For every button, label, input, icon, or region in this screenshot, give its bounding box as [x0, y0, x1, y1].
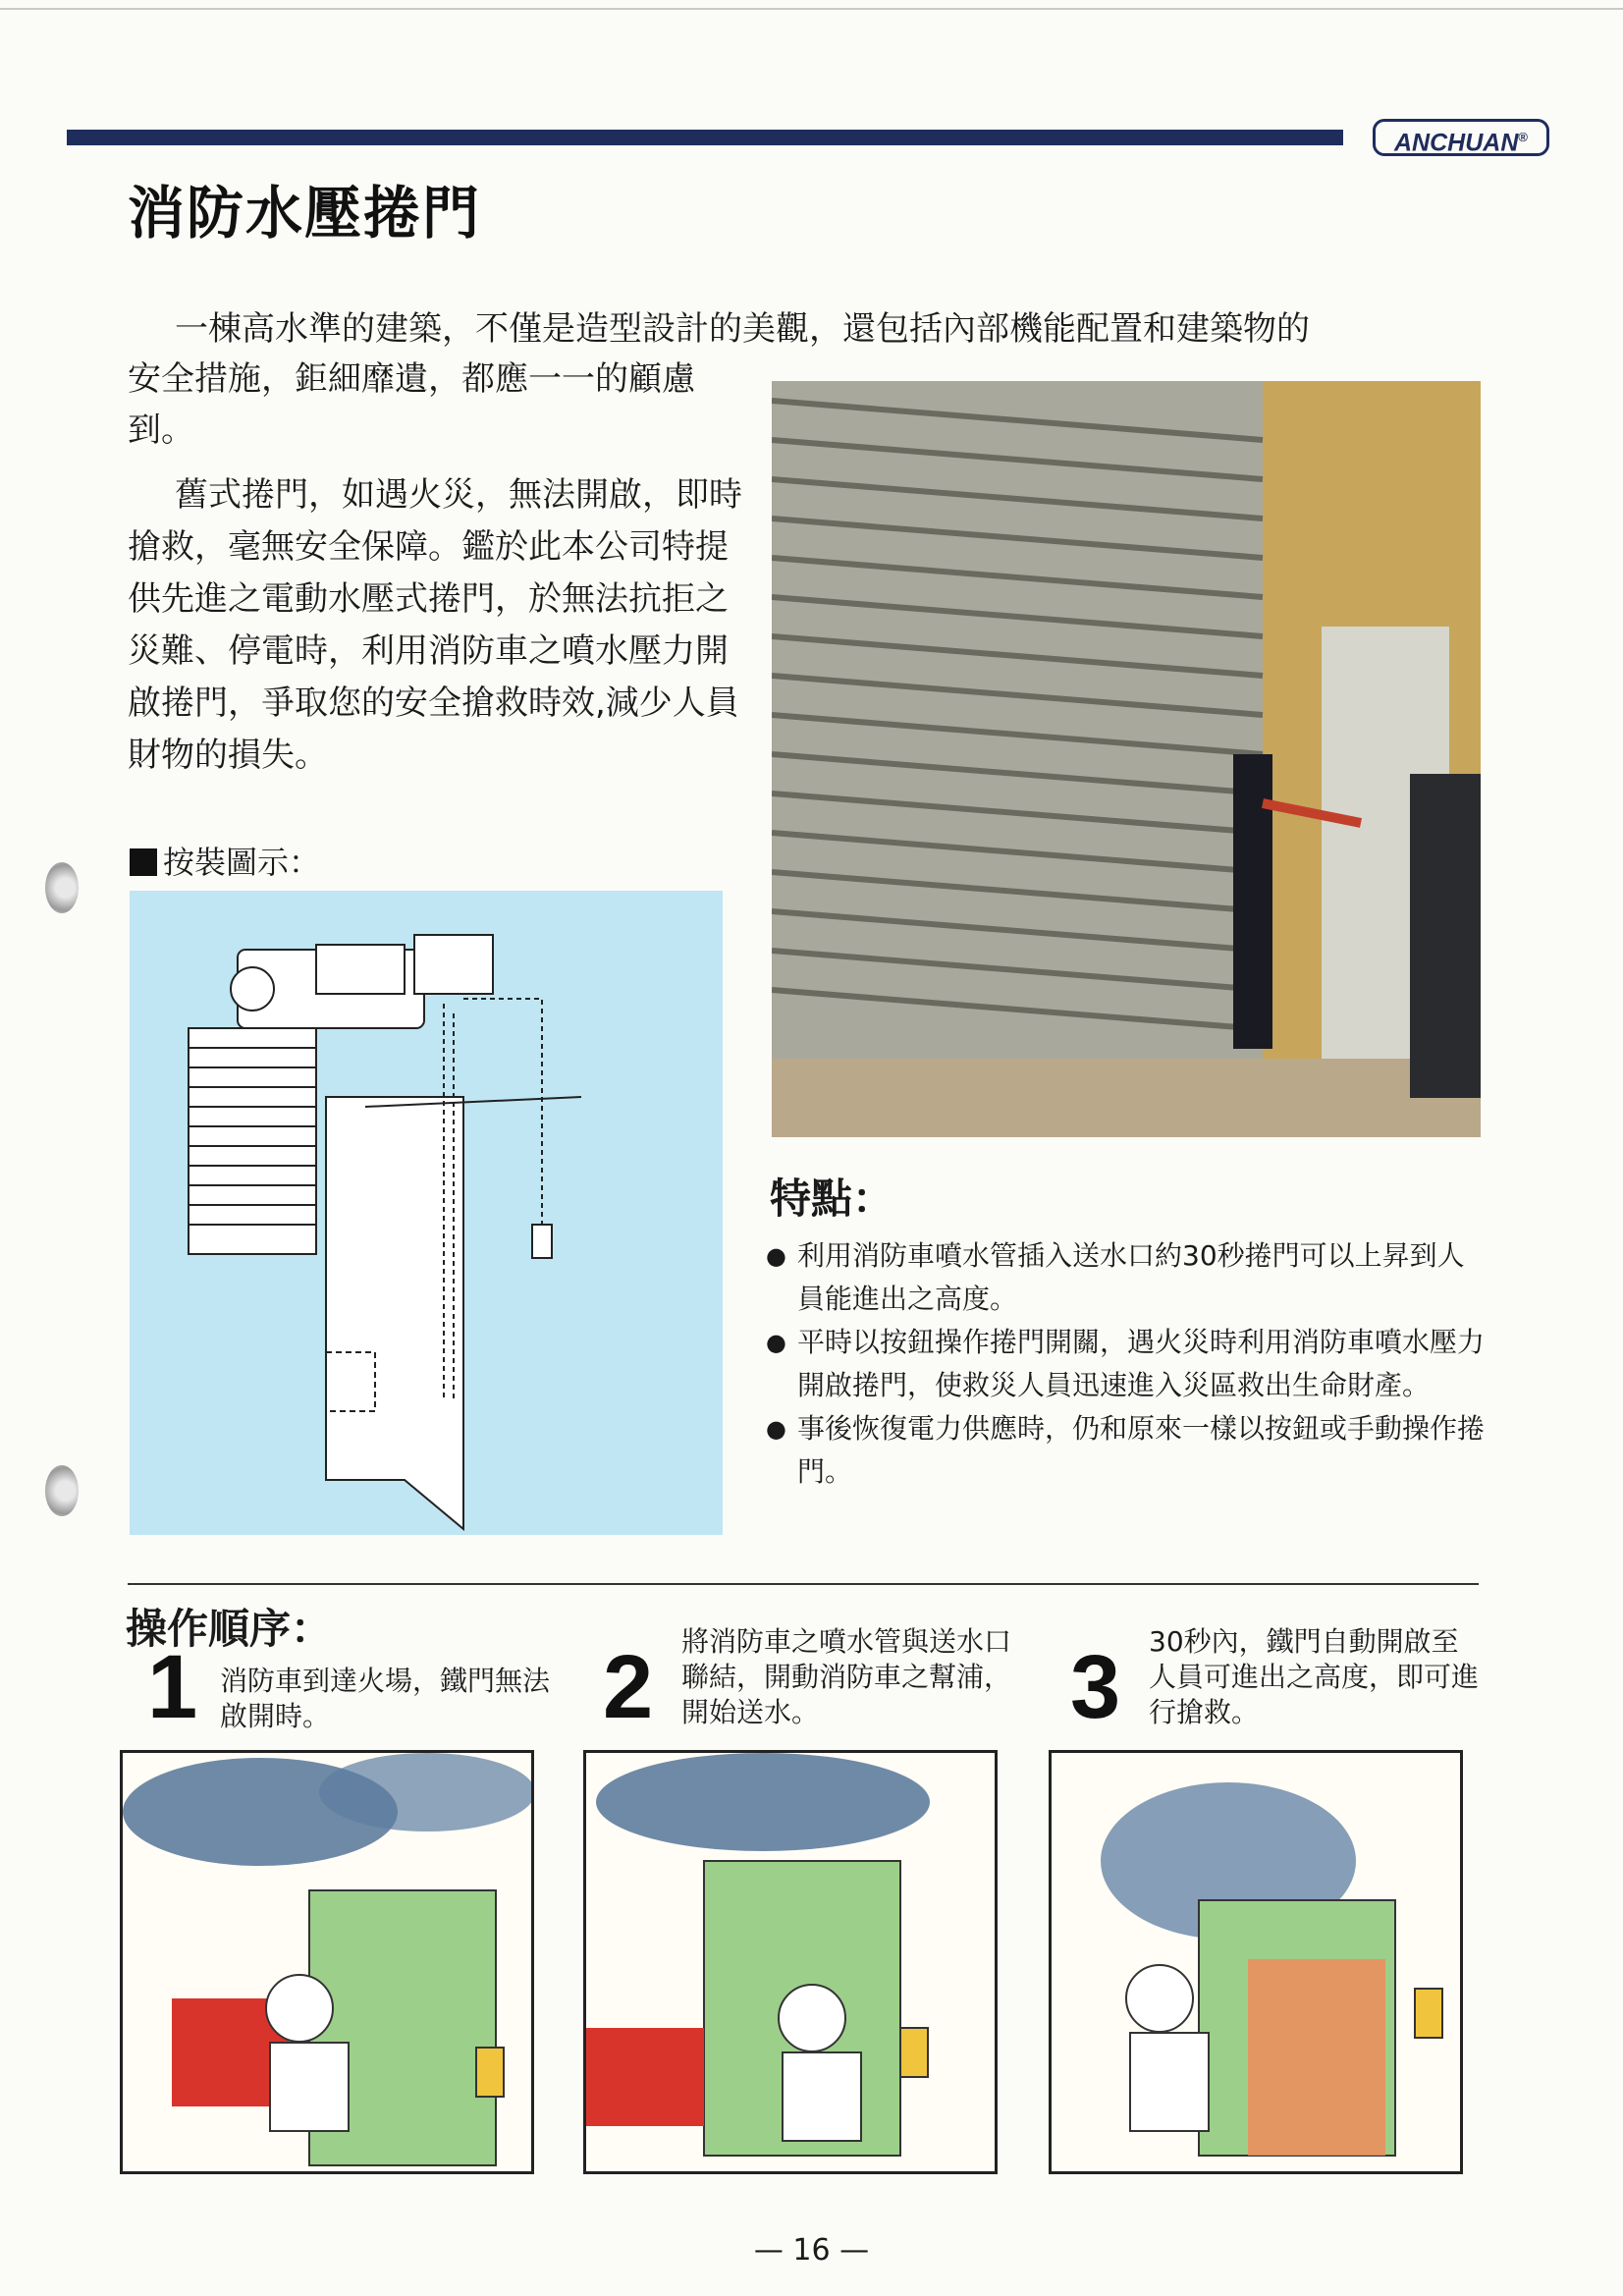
step-1-text: 消防車到達火場，鐵門無法啟開時。	[220, 1665, 551, 1732]
feature-list	[770, 1234, 1487, 1494]
step-1-illustration-drawing	[123, 1753, 531, 2171]
step-3-illustration	[1049, 1750, 1463, 2174]
step-2-illustration-drawing	[586, 1753, 995, 2171]
logo-text: ANCHUAN	[1394, 129, 1519, 157]
steps-title: 操作順序：	[126, 1605, 333, 1653]
page-title: 消防水壓捲門	[128, 180, 482, 246]
installation-label-text: 按裝圖示：	[163, 844, 321, 881]
step-1-number: 1	[147, 1637, 198, 1737]
step-3-text: 30秒內，鐵門自動開啟至人員可進出之高度，即可進行搶救。	[1149, 1625, 1480, 1728]
registered-mark: ®	[1518, 130, 1528, 144]
installation-label	[130, 838, 320, 883]
step-3-illustration-drawing	[1052, 1753, 1460, 2171]
intro-line-1: 一棟高水準的建築，不僅是造型設計的美觀，還包括內部機能配置和建築物的	[175, 309, 1310, 349]
square-bullet-icon	[130, 848, 157, 876]
feature-item: ● 平時以按鈕操作捲門開關，遇火災時利用消防車噴水壓力開啟捲門，使救災人員迅速進入災區救出生命財產。	[770, 1321, 1487, 1407]
step-1-illustration	[120, 1750, 534, 2174]
step-2-number: 2	[603, 1637, 654, 1737]
feature-item: ● 利用消防車噴水管插入送水口約30秒捲門可以上昇到人員能進出之高度。	[770, 1234, 1487, 1321]
binder-hole-icon	[45, 862, 79, 913]
fire-shutter-photo-drawing	[772, 381, 1481, 1137]
installation-diagram	[130, 891, 723, 1535]
top-border-line	[0, 8, 1623, 10]
section-divider	[128, 1583, 1479, 1585]
step-2-illustration	[583, 1750, 998, 2174]
header-bar	[67, 130, 1343, 145]
fire-shutter-photo	[772, 381, 1481, 1137]
binder-hole-icon	[45, 1465, 79, 1516]
intro-paragraph-2: 舊式捲門，如遇火災，無法開啟，即時搶救，毫無安全保障。鑑於此本公司特提供先進之電動水壓式捲門，於無法抗拒之災難、停電時，利用消防車之噴水壓力開啟捲門，爭取您的安全搶救時效,減少人員財物的損失。	[128, 475, 742, 775]
installation-diagram-drawing	[130, 891, 723, 1535]
intro-paragraph-1-rest: 安全措施，鉅細靡遺，都應一一的顧慮到。	[128, 359, 695, 450]
page-number: — 16 —	[753, 2233, 870, 2268]
feature-item: ● 事後恢復電力供應時，仍和原來一樣以按鈕或手動操作捲門。	[770, 1407, 1487, 1494]
anchuan-logo	[1373, 119, 1549, 156]
step-2-text: 將消防車之噴水管與送水口聯結，開動消防車之幫浦，開始送水。	[681, 1625, 1012, 1728]
features-title: 特點：	[770, 1175, 894, 1223]
step-3-number: 3	[1070, 1637, 1121, 1737]
